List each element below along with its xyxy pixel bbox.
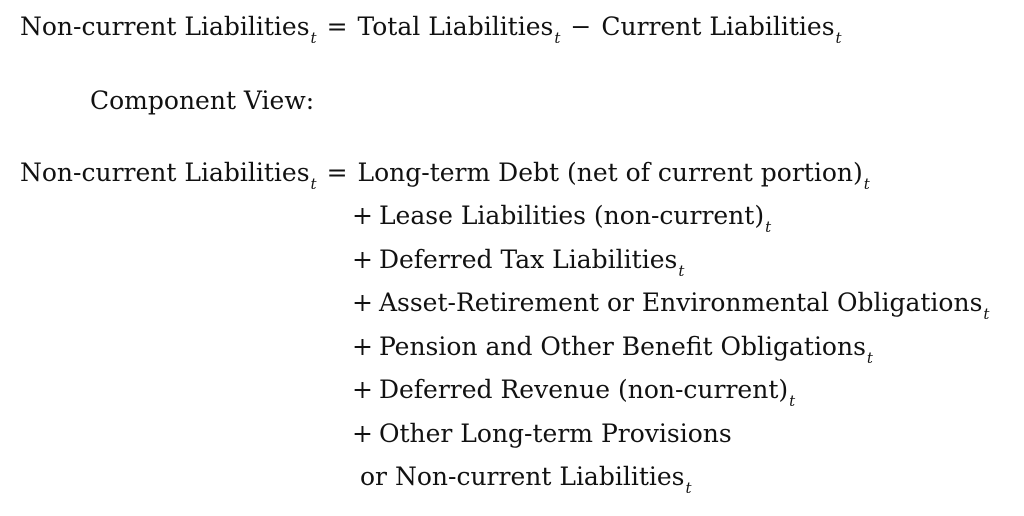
component-term-subscript: t	[765, 218, 772, 236]
component-equation-first-line	[20, 158, 870, 193]
plus-sign: +	[352, 419, 373, 448]
plus-sign: +	[352, 332, 373, 361]
definition-term-total-subscript: t	[554, 29, 561, 47]
component-closing-row	[360, 462, 692, 497]
component-term-label: Lease Liabilities (non-current)	[378, 201, 765, 230]
component-lhs-subscript: t	[310, 175, 317, 193]
component-term-row	[352, 288, 990, 323]
component-term-long-term-debt: Long-term Debt (net of current portion)	[357, 158, 863, 187]
component-term-row	[352, 201, 772, 236]
closing-term: Non-current Liabilities	[394, 462, 685, 491]
component-term-label: Pension and Other Benefit Obligations	[378, 332, 866, 361]
plus-sign: +	[352, 375, 373, 404]
component-lhs: Non-current Liabilities	[20, 158, 310, 187]
plus-sign: +	[352, 201, 373, 230]
component-equals: =	[326, 158, 348, 187]
definition-term-current-subscript: t	[835, 29, 842, 47]
plus-sign: +	[352, 288, 373, 317]
component-term-row	[352, 375, 796, 410]
component-term-subscript: t	[678, 262, 685, 280]
definition-minus: −	[570, 12, 592, 41]
definition-equals: =	[326, 12, 348, 41]
closing-prefix: or	[360, 462, 388, 491]
component-term-row	[352, 421, 733, 446]
component-term-label: Deferred Tax Liabilities	[378, 245, 678, 274]
definition-term-total: Total Liabilities	[357, 12, 554, 41]
component-term-subscript: t	[866, 349, 873, 367]
component-view-heading: Component View:	[90, 86, 315, 115]
component-term-long-term-debt-subscript: t	[863, 175, 870, 193]
component-term-row	[352, 245, 685, 280]
component-term-row	[352, 332, 873, 367]
plus-sign: +	[352, 245, 373, 274]
closing-term-subscript: t	[685, 479, 692, 497]
definition-term-current: Current Liabilities	[601, 12, 835, 41]
component-term-label: Asset-Retirement or Environmental Obligations	[378, 288, 983, 317]
definition-lhs: Non-current Liabilities	[20, 12, 310, 41]
definition-equation	[20, 12, 842, 47]
component-term-subscript: t	[789, 392, 796, 410]
component-term-label: Deferred Revenue (non-current)	[378, 375, 789, 404]
definition-lhs-subscript: t	[310, 29, 317, 47]
component-term-subscript: t	[983, 305, 990, 323]
component-term-label: Other Long-term Provisions	[378, 419, 732, 448]
